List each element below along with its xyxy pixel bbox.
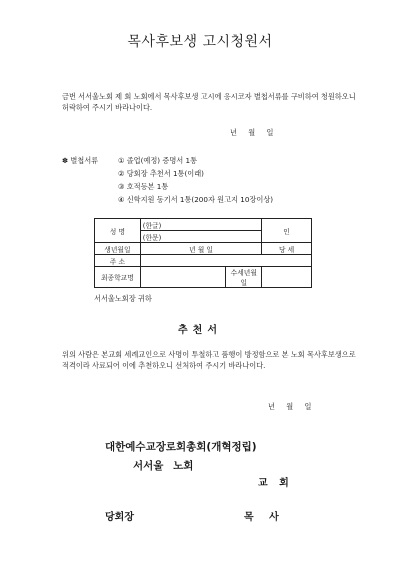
address-label: 주 소 [95,255,141,267]
attachments-label-text: 별첩서류 [70,156,99,165]
church-label: 교 회 [258,478,289,489]
attachments-label [62,156,98,166]
recipient-line: 서서울노회장 귀하 [94,294,152,303]
recommendation-paragraph: 위의 사람은 본교회 세례교인으로 사명이 투철하고 품행이 방정함으로 본 노회 목사후보생으로 적격이라 사료되어 이에 추천하오니 선처하여 주시기 바라나이다. [62,350,356,370]
bullet-icon: ✽ [62,156,69,165]
baptism-label: 수세년월일 [226,267,262,288]
baptism-field [262,267,312,288]
applicant-info-table [94,218,312,288]
attachment-item: ④ 신학지원 동기서 1통(200자 원고지 10장이상) [118,195,274,204]
petition-date-line: 년 월 일 [230,128,274,137]
attachment-item: ② 당회장 추천서 1통(이래) [118,169,204,178]
attachment-item: ① 졸업(예정) 증명서 1통 [118,156,198,165]
name-hanja-field: (한문) [140,231,261,243]
seal-cell: 인 [262,219,312,243]
pastor-label: 목 사 [244,512,279,523]
birth-label: 생년월일 [95,243,141,255]
birth-value: 년 월 일 [140,243,261,255]
name-korean-field: (한글) [140,219,261,231]
page-title: 목사후보생 고시청원서 [127,34,273,50]
recommendation-date-line: 년 월 일 [268,402,312,411]
recommendation-title: 추천서 [178,325,222,336]
school-label: 최종학교명 [95,267,141,288]
address-field [140,255,311,267]
presbytery-name: 서서울 노회 [133,460,194,472]
school-field [140,267,226,288]
organization-name: 대한예수교장로회총회(개혁정립) [105,441,257,453]
petition-paragraph: 금번 서서울노회 제 회 노회에서 목사후보생 고시에 응시코자 별첩서류를 구비하여 청원하오니 허락하여 주시기 바라나이다. [62,92,356,112]
name-label: 성 명 [95,219,141,243]
party-label: 당 세 [262,243,312,255]
attachment-item: ③ 호적등본 1통 [118,182,169,191]
session-moderator-label: 당회장 [105,512,134,523]
